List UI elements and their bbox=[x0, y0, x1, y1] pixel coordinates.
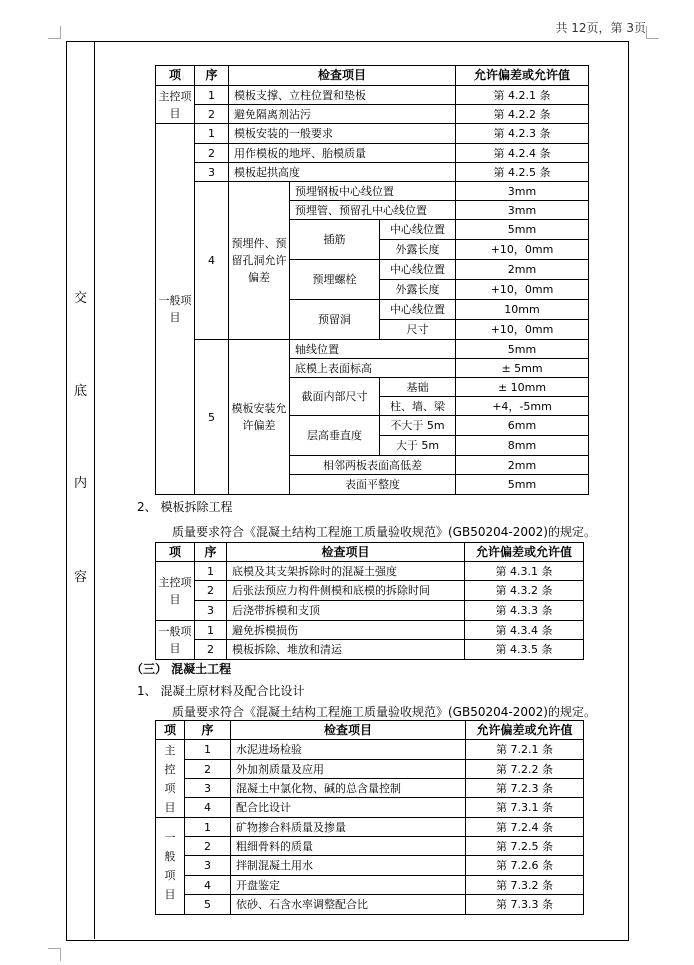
sub-group-label: 插筋 bbox=[290, 220, 380, 260]
table-row bbox=[156, 581, 584, 601]
col-header: 检查项目 bbox=[229, 66, 456, 86]
tolerance-value: 第 4.3.3 条 bbox=[465, 601, 584, 621]
check-item: 混凝土中氯化物、碱的总含量控制 bbox=[231, 779, 466, 798]
category-cell: 一般项目 bbox=[156, 621, 195, 660]
table-row bbox=[156, 86, 589, 105]
table-row bbox=[156, 798, 584, 818]
margin-corner-mark bbox=[48, 26, 61, 39]
tolerance-value: 10mm bbox=[456, 300, 589, 320]
tolerance-value: 第 7.3.1 条 bbox=[466, 798, 584, 818]
check-item: 中心线位置 bbox=[380, 300, 456, 320]
side-label-char: 底 bbox=[74, 384, 88, 399]
formwork-install-table bbox=[155, 65, 589, 495]
row-number: 4 bbox=[185, 876, 231, 895]
section-heading: 2、 模板拆除工程 bbox=[137, 500, 233, 514]
row-number: 2 bbox=[185, 760, 231, 779]
tolerance-value: 第 7.2.3 条 bbox=[466, 779, 584, 798]
check-item: 外露长度 bbox=[380, 240, 456, 260]
row-number: 1 bbox=[195, 621, 227, 640]
category-cell: 主控项目 bbox=[156, 86, 195, 124]
row-number: 2 bbox=[195, 144, 229, 163]
table-row bbox=[156, 876, 584, 895]
group-label: 预埋件、预留孔洞允许偏差 bbox=[229, 182, 290, 340]
side-label-char: 交 bbox=[74, 291, 88, 306]
table-row bbox=[156, 640, 584, 660]
tolerance-value: 第 4.2.4 条 bbox=[456, 144, 589, 163]
tolerance-value: 第 4.2.3 条 bbox=[456, 124, 589, 144]
table-row bbox=[156, 740, 584, 760]
row-number: 1 bbox=[195, 124, 229, 144]
check-item: 底模上表面标高 bbox=[290, 359, 456, 378]
table-row bbox=[156, 182, 589, 201]
category-cell: 主控项目 bbox=[156, 740, 185, 818]
tolerance-value: 第 7.2.4 条 bbox=[466, 818, 584, 837]
sub-group-label: 截面内部尺寸 bbox=[290, 378, 380, 416]
check-item: 矿物掺合料质量及掺量 bbox=[231, 818, 466, 837]
tolerance-value: 5mm bbox=[456, 340, 589, 359]
check-item: 轴线位置 bbox=[290, 340, 456, 359]
tolerance-value: +10，0mm bbox=[456, 280, 589, 300]
check-item: 后张法预应力构件侧模和底模的拆除时间 bbox=[227, 581, 465, 601]
tolerance-value: 8mm bbox=[456, 436, 589, 456]
row-number: 5 bbox=[195, 340, 229, 495]
check-item: 水泥进场检验 bbox=[231, 740, 466, 760]
concrete-material-table bbox=[155, 720, 584, 915]
check-item: 底模及其支架拆除时的混凝土强度 bbox=[227, 562, 465, 581]
tolerance-value: +4，-5mm bbox=[456, 397, 589, 416]
row-number: 3 bbox=[195, 163, 229, 182]
check-item: 不大于 5m bbox=[380, 416, 456, 436]
tolerance-value: 第 4.2.2 条 bbox=[456, 105, 589, 124]
check-item: 基础 bbox=[380, 378, 456, 397]
tolerance-value: 第 7.3.3 条 bbox=[466, 895, 584, 915]
check-item: 预埋管、预留孔中心线位置 bbox=[290, 201, 456, 220]
check-item: 外露长度 bbox=[380, 280, 456, 300]
margin-corner-mark bbox=[48, 948, 61, 961]
check-item: 尺寸 bbox=[380, 320, 456, 340]
row-number: 1 bbox=[185, 740, 231, 760]
row-number: 2 bbox=[185, 837, 231, 856]
row-number: 2 bbox=[195, 105, 229, 124]
table-header-row bbox=[156, 721, 584, 740]
row-number: 3 bbox=[185, 779, 231, 798]
col-header: 检查项目 bbox=[227, 543, 465, 562]
row-number: 5 bbox=[185, 895, 231, 915]
tolerance-value: 5mm bbox=[456, 475, 589, 495]
tolerance-value: 第 7.2.5 条 bbox=[466, 837, 584, 856]
sub-group-label: 预留洞 bbox=[290, 300, 380, 340]
table-row bbox=[156, 837, 584, 856]
tolerance-value: 第 7.3.2 条 bbox=[466, 876, 584, 895]
check-item: 避免隔离剂沾污 bbox=[229, 105, 456, 124]
check-item: 模板起拱高度 bbox=[229, 163, 456, 182]
row-number: 2 bbox=[195, 640, 227, 660]
table-row bbox=[156, 760, 584, 779]
table-row bbox=[156, 562, 584, 581]
margin-corner-mark bbox=[646, 26, 659, 39]
check-item: 大于 5m bbox=[380, 436, 456, 456]
check-item: 后浇带拆模和支顶 bbox=[227, 601, 465, 621]
table-row bbox=[156, 105, 589, 124]
check-item: 中心线位置 bbox=[380, 220, 456, 240]
table-row bbox=[156, 856, 584, 876]
tolerance-value: ± 10mm bbox=[456, 378, 589, 397]
check-item: 配合比设计 bbox=[231, 798, 466, 818]
check-item: 粗细骨料的质量 bbox=[231, 837, 466, 856]
check-item: 拌制混凝土用水 bbox=[231, 856, 466, 876]
tolerance-value: 3mm bbox=[456, 201, 589, 220]
check-item: 相邻两板表面高低差 bbox=[290, 456, 456, 475]
side-label-char: 容 bbox=[74, 570, 88, 585]
check-item: 开盘鉴定 bbox=[231, 876, 466, 895]
tolerance-value: 2mm bbox=[456, 456, 589, 475]
sub-group-label: 预埋螺栓 bbox=[290, 260, 380, 300]
subsection-heading: 1、 混凝土原材料及配合比设计 bbox=[137, 684, 305, 698]
row-number: 3 bbox=[195, 601, 227, 621]
table-row bbox=[156, 124, 589, 144]
tolerance-value: 第 4.2.5 条 bbox=[456, 163, 589, 182]
tolerance-value: 3mm bbox=[456, 182, 589, 201]
col-header: 检查项目 bbox=[231, 721, 466, 740]
group-label: 模板安装允许偏差 bbox=[229, 340, 290, 495]
tolerance-value: 第 4.3.5 条 bbox=[465, 640, 584, 660]
tolerance-value: 第 4.3.2 条 bbox=[465, 581, 584, 601]
tolerance-value: 第 7.2.2 条 bbox=[466, 760, 584, 779]
row-number: 1 bbox=[195, 562, 227, 581]
row-number: 4 bbox=[195, 182, 229, 340]
check-item: 预埋钢板中心线位置 bbox=[290, 182, 456, 201]
table-header-row bbox=[156, 66, 589, 86]
col-header: 序 bbox=[195, 66, 229, 86]
table-row bbox=[156, 621, 584, 640]
row-number: 1 bbox=[185, 818, 231, 837]
check-item: 用作模板的地坪、胎模质量 bbox=[229, 144, 456, 163]
check-item: 表面平整度 bbox=[290, 475, 456, 495]
sub-group-label: 层高垂直度 bbox=[290, 416, 380, 456]
col-header: 允许偏差或允许值 bbox=[465, 543, 584, 562]
row-number: 2 bbox=[195, 581, 227, 601]
col-header: 项 bbox=[156, 721, 185, 740]
tolerance-value: 6mm bbox=[456, 416, 589, 436]
table-row bbox=[156, 895, 584, 915]
tolerance-value: 5mm bbox=[456, 220, 589, 240]
col-header: 项 bbox=[156, 543, 195, 562]
tolerance-value: 第 7.2.1 条 bbox=[466, 740, 584, 760]
tolerance-value: 第 4.3.4 条 bbox=[465, 621, 584, 640]
page-indicator: 共 12页，第 3页 bbox=[555, 21, 646, 35]
tolerance-value: +10，0mm bbox=[456, 240, 589, 260]
check-item: 外加剂质量及应用 bbox=[231, 760, 466, 779]
formwork-removal-table bbox=[155, 542, 584, 660]
tolerance-value: 第 4.2.1 条 bbox=[456, 86, 589, 105]
table-header-row bbox=[156, 543, 584, 562]
tolerance-value: 第 4.3.1 条 bbox=[465, 562, 584, 581]
col-header: 序 bbox=[195, 543, 227, 562]
tolerance-value: ± 5mm bbox=[456, 359, 589, 378]
check-item: 避免拆模损伤 bbox=[227, 621, 465, 640]
check-item: 模板支撑、立柱位置和垫板 bbox=[229, 86, 456, 105]
tolerance-value: 第 7.2.6 条 bbox=[466, 856, 584, 876]
col-header: 允许偏差或允许值 bbox=[456, 66, 589, 86]
category-cell: 一般项目 bbox=[156, 124, 195, 495]
quality-requirement-text: 质量要求符合《混凝土结构工程施工质量验收规范》(GB50204-2002)的规定。 bbox=[172, 705, 596, 719]
table-row bbox=[156, 779, 584, 798]
check-item: 中心线位置 bbox=[380, 260, 456, 280]
row-number: 4 bbox=[185, 798, 231, 818]
tolerance-value: +10，0mm bbox=[456, 320, 589, 340]
table-row bbox=[156, 163, 589, 182]
table-row bbox=[156, 340, 589, 359]
quality-requirement-text: 质量要求符合《混凝土结构工程施工质量验收规范》(GB50204-2002)的规定。 bbox=[172, 525, 596, 539]
check-item: 模板安装的一般要求 bbox=[229, 124, 456, 144]
table-row bbox=[156, 818, 584, 837]
check-item: 柱、墙、梁 bbox=[380, 397, 456, 416]
side-label-char: 内 bbox=[74, 476, 88, 491]
table-row bbox=[156, 144, 589, 163]
section-heading: （三） 混凝土工程 bbox=[131, 662, 232, 676]
check-item: 依砂、石含水率调整配合比 bbox=[231, 895, 466, 915]
check-item: 模板拆除、堆放和清运 bbox=[227, 640, 465, 660]
tolerance-value: 2mm bbox=[456, 260, 589, 280]
col-header: 序 bbox=[185, 721, 231, 740]
table-row bbox=[156, 601, 584, 621]
category-cell: 主控项目 bbox=[156, 562, 195, 621]
row-number: 3 bbox=[185, 856, 231, 876]
col-header: 允许偏差或允许值 bbox=[466, 721, 584, 740]
category-cell: 一般项目 bbox=[156, 818, 185, 915]
row-number: 1 bbox=[195, 86, 229, 105]
col-header: 项 bbox=[156, 66, 195, 86]
